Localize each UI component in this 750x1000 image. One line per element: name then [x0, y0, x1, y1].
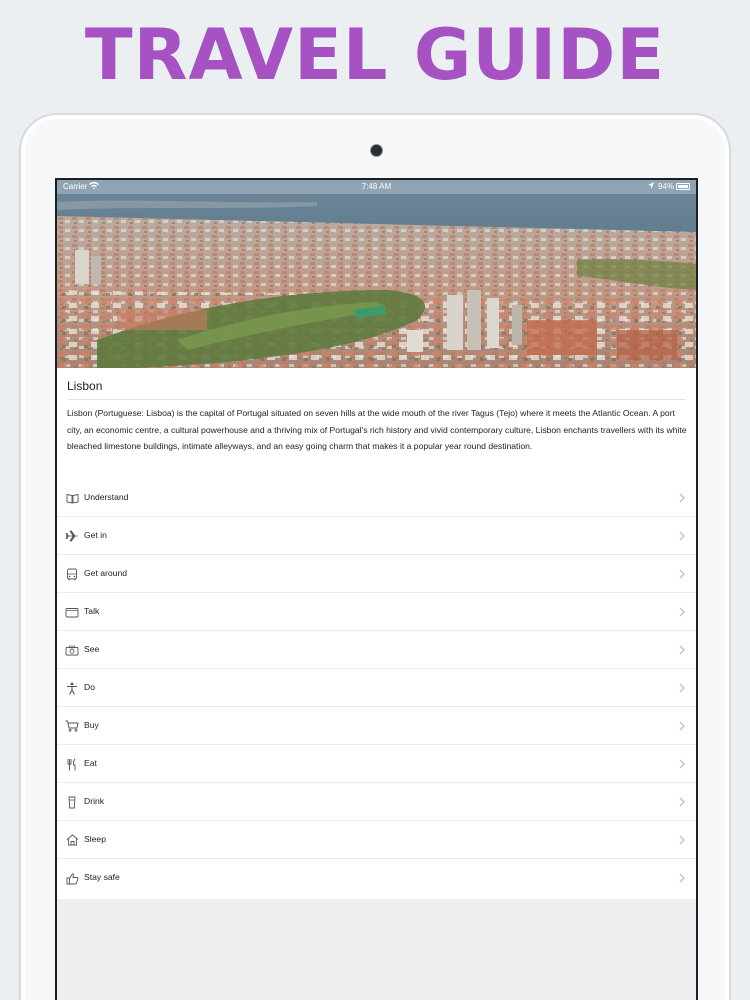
menu-item-stay-safe[interactable] [57, 859, 696, 897]
menu-label: Understand [84, 492, 129, 502]
front-camera [371, 145, 382, 156]
location-icon [647, 181, 655, 192]
battery-percent: 94% [658, 182, 675, 191]
house-icon [65, 833, 79, 847]
menu-label: Eat [84, 758, 97, 768]
hand-icon [65, 871, 79, 885]
chevron-right-icon [678, 757, 686, 771]
menu-label: See [84, 644, 100, 654]
menu-label: Do [84, 682, 95, 692]
chevron-right-icon [678, 605, 686, 619]
battery-icon [676, 183, 690, 190]
chevron-right-icon [678, 871, 686, 885]
menu-item-get-in[interactable] [57, 517, 696, 555]
menu-item-drink[interactable] [57, 783, 696, 821]
menu-label: Sleep [84, 834, 106, 844]
menu-item-understand[interactable] [57, 479, 696, 517]
book-icon [65, 491, 79, 505]
menu-item-buy[interactable] [57, 707, 696, 745]
person-icon [65, 681, 79, 695]
city-photo [57, 180, 696, 368]
cart-icon [65, 719, 79, 733]
menu-item-eat[interactable] [57, 745, 696, 783]
menu-label: Stay safe [84, 872, 120, 882]
menu-item-get-around[interactable] [57, 555, 696, 593]
status-bar [57, 180, 696, 194]
menu-label: Get around [84, 568, 127, 578]
fork-knife-icon [65, 757, 79, 771]
chevron-right-icon [678, 567, 686, 581]
bus-icon [65, 567, 79, 581]
menu-label: Talk [84, 606, 100, 616]
chevron-right-icon [678, 719, 686, 733]
divider [67, 399, 686, 400]
chevron-right-icon [678, 681, 686, 695]
chevron-right-icon [678, 529, 686, 543]
menu-item-talk[interactable] [57, 593, 696, 631]
menu-item-do[interactable] [57, 669, 696, 707]
menu-label: Buy [84, 720, 99, 730]
status-time: 7:48 AM [361, 182, 392, 191]
menu-item-see[interactable] [57, 631, 696, 669]
article-card [57, 368, 696, 899]
chevron-right-icon [678, 795, 686, 809]
speech-icon [65, 605, 79, 619]
page-title: Lisbon [67, 379, 103, 393]
headline: TRAVEL GUIDE [84, 14, 666, 96]
tablet-frame [19, 113, 731, 1000]
carrier-label: Carrier [63, 182, 88, 191]
article-description: Lisbon (Portuguese: Lisboa) is the capital of Portugal situated on seven hills at the wide mouth of the river Tagus (Tejo) where it meets the Atlantic Ocean. A port city, an economic centre, a cultural powerhouse and a thriving mix of Portugal's rich history and vivid contemporary culture, Lisbon enchants travellers with its white bleached limestone buildings, intimate alleyways, and an easy going charm that makes it a popular year round destination. [67, 408, 687, 451]
chevron-right-icon [678, 833, 686, 847]
chevron-right-icon [678, 491, 686, 505]
section-menu [57, 479, 696, 897]
menu-label: Get in [84, 530, 107, 540]
airplane-icon [65, 529, 79, 543]
camera-icon [65, 643, 79, 657]
glass-icon [65, 795, 79, 809]
menu-item-sleep[interactable] [57, 821, 696, 859]
menu-label: Drink [84, 796, 105, 806]
chevron-right-icon [678, 643, 686, 657]
app-screen [55, 178, 698, 1000]
